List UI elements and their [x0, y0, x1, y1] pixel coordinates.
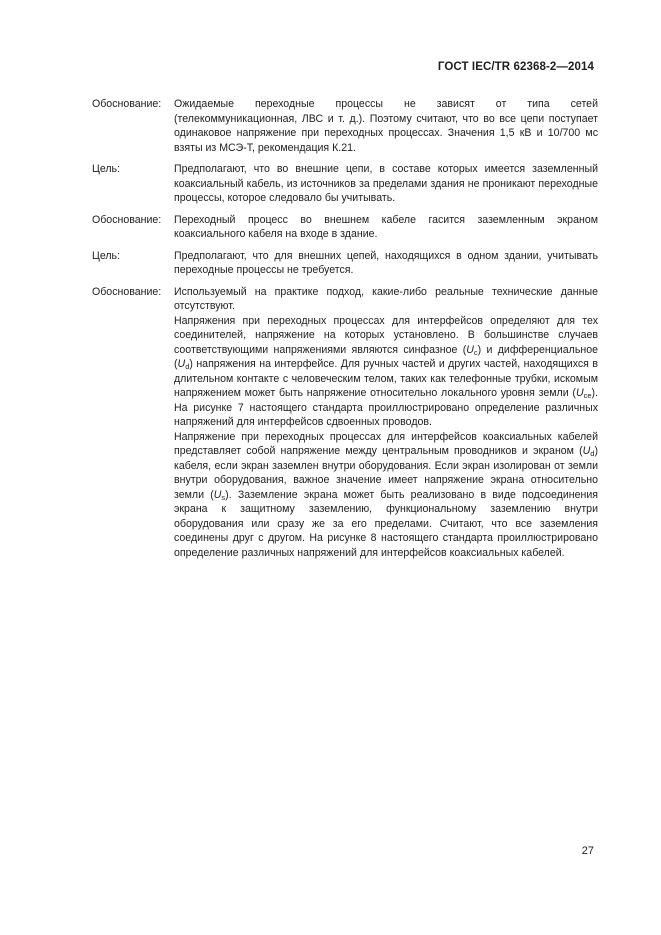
entry-text: Предполагают, что во внешние цепи, в составе которых имеется заземленный коаксиальный кабель, из источников за пределами здания не проникают переходные процессы, которое следовало бы учитывать.: [174, 163, 598, 204]
entry-text: Переходный процесс во внешнем кабеле гасится заземленным экраном коаксиального кабеля на входе в здание.: [174, 213, 598, 240]
voltage-symbol: U: [177, 358, 186, 370]
entry-rationale-2: [92, 213, 598, 242]
entry-label: Обоснование:: [92, 98, 162, 110]
voltage-symbol: U: [582, 445, 591, 457]
entry-rationale-3: [92, 285, 598, 561]
voltage-symbol: U: [575, 387, 584, 399]
voltage-symbol: U: [466, 343, 474, 356]
voltage-symbol: U: [213, 488, 222, 501]
entry-objective-2: [92, 249, 598, 278]
paragraph-coaxial-voltages: Напряжение при переходных процессах для интерфейсов коаксиальных кабелей представляет собой напряжение между центральным проводников и экраном $(U_d)$ кабеля, если экран заземлен внутри оборудования. Если экран изолирован от земли внутри оборудования, важное значение имеет напряжение экрана относительно земли $(U_s)$. Заземление экрана может быть реализовано в виде подсоединения экрана к защитному заземлению, функциональному заземлению внутри оборудования или сразу же за его пределами. Считают, что все заземления соединены друг с другом. На рисунке 8 настоящего стандарта проиллюстрировано определение различных напряжений для интерфейсов коаксиальных кабелей.: [174, 430, 599, 559]
entry-label: Обоснование:: [92, 285, 162, 298]
entry-label: Цель:: [92, 249, 121, 262]
paragraph-practice: Используемый на практике подход, какие-либо реальные технические данные отсутствуют.: [174, 285, 598, 312]
paragraph-interface-voltages: Напряжения при переходных процессах для интерфейсов определяют для тех соединителей, напряжение на которых установлено. В большинстве случаев соответствующими напряжениями являются синфазное $(U_c)$ и дифференциальное $(U_d)$ напряжения на интерфейсе. Для ручных частей и других частей, находящихся в длительном контакте с человеческим телом, таких как телефонные трубки, искомым напряжением может быть напряжение относительно локального уровня земли $(U_{ce})$. На рисунке 7 настоящего стандарта проиллюстрировано определение различных напряжений для интерфейсов сдвоенных проводов.: [174, 314, 598, 428]
document-body: [92, 97, 598, 567]
entry-label: Цель:: [92, 163, 121, 175]
entry-content: [174, 285, 598, 561]
entry-text: Предполагают, что для внешних цепей, находящихся в одном здании, учитывать переходные процессы не требуется.: [174, 249, 598, 276]
document-header: ГОСТ IEC/TR 62368-2—2014: [437, 61, 594, 73]
entry-label: Обоснование:: [92, 213, 162, 226]
entry-text: Ожидаемые переходные процессы не зависят от типа сетей (телекоммуникационная, ЛВС и т. д.). Поэтому считают, что во все цепи поступает одинаковое напряжение при переходных процессах. Значения 1,5 кВ и 10/700 мс взяты из МСЭ-Т, рекомендация К.21.: [174, 98, 598, 154]
entry-objective-1: [92, 162, 598, 206]
page-number: 27: [581, 845, 594, 857]
entry-rationale-1: [92, 97, 598, 155]
